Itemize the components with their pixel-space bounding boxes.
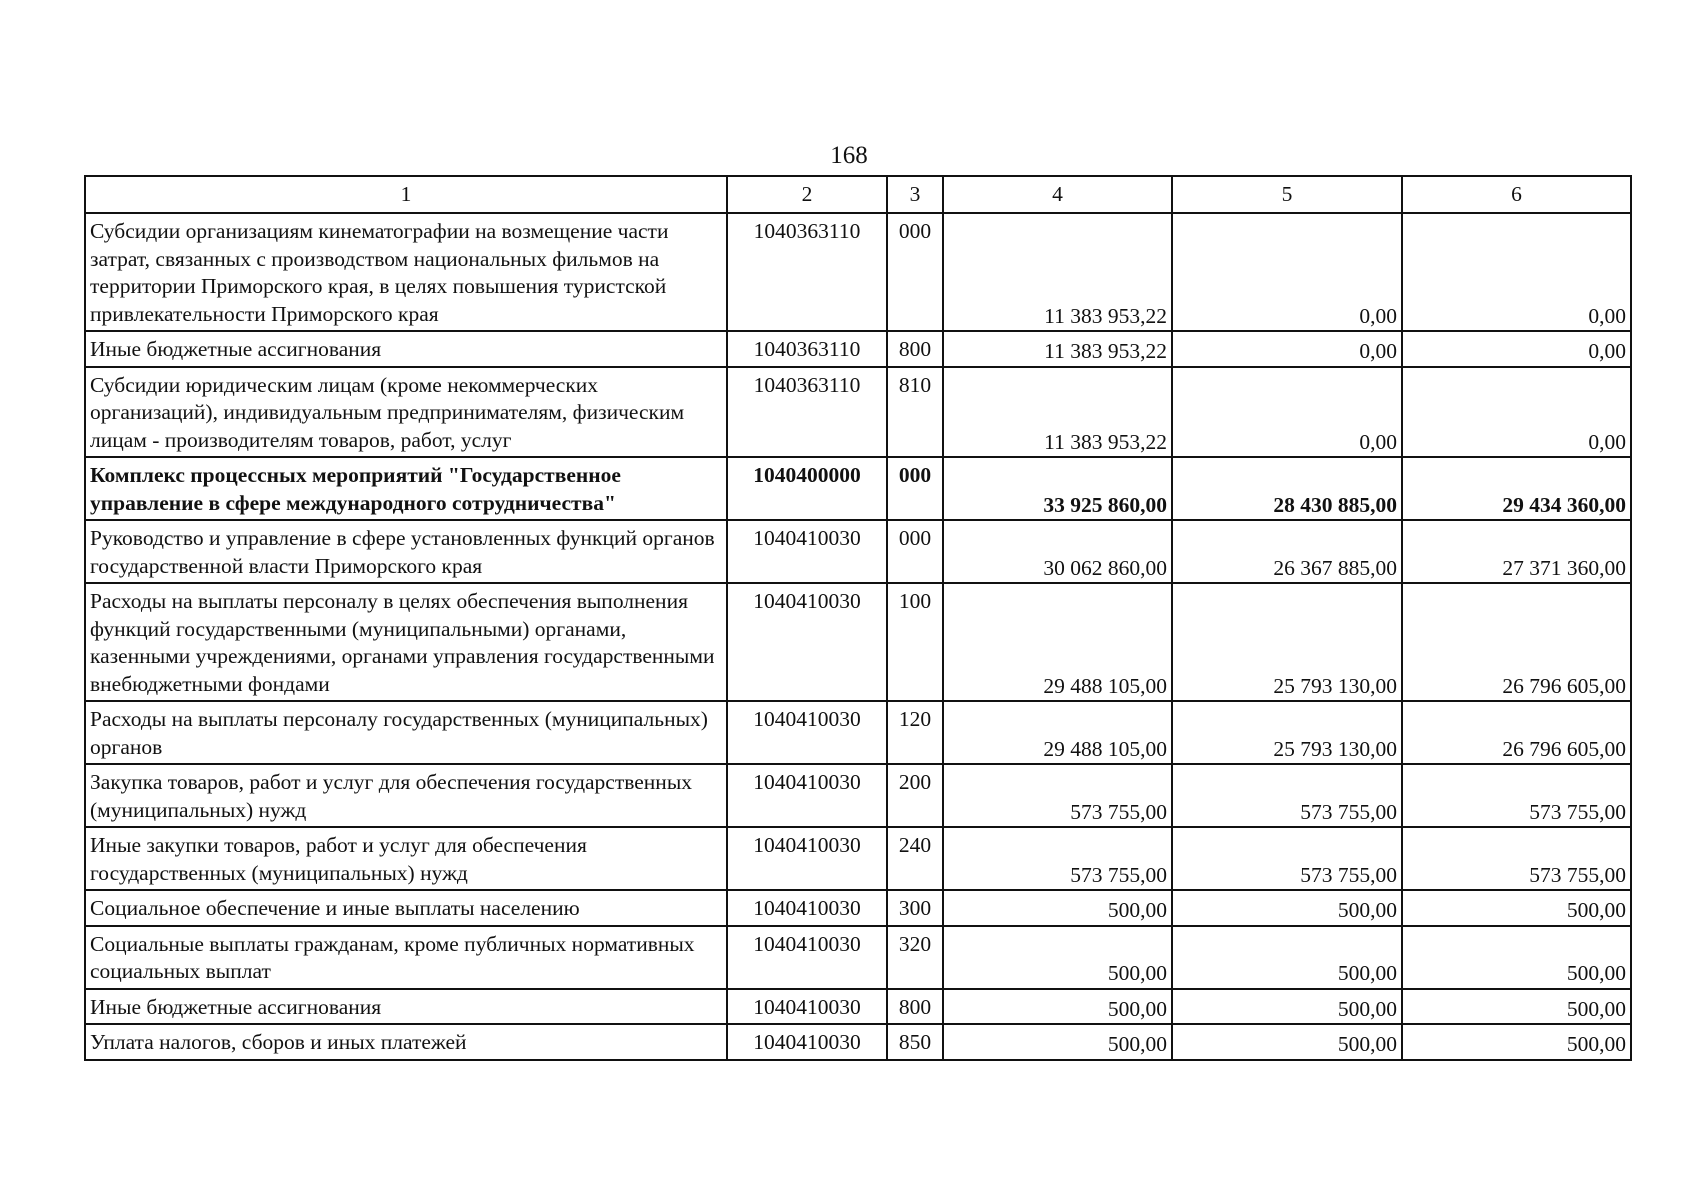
row-value-col5: 0,00 <box>1172 367 1402 458</box>
table-row <box>85 989 1631 1025</box>
column-header-1: 1 <box>85 176 727 213</box>
row-expense-type: 300 <box>887 890 943 926</box>
row-value-col5: 500,00 <box>1172 890 1402 926</box>
row-expense-type: 240 <box>887 827 943 890</box>
row-value-col4: 500,00 <box>943 1024 1172 1060</box>
row-value-col5: 500,00 <box>1172 1024 1402 1060</box>
row-expense-type: 000 <box>887 520 943 583</box>
row-name: Закупка товаров, работ и услуг для обеспечения государственных (муниципальных) нужд <box>85 764 727 827</box>
column-header-4: 4 <box>943 176 1172 213</box>
row-value-col5: 0,00 <box>1172 213 1402 331</box>
row-code: 1040410030 <box>727 926 887 989</box>
row-value-col5: 25 793 130,00 <box>1172 583 1402 701</box>
row-code: 1040410030 <box>727 989 887 1025</box>
row-name: Расходы на выплаты персоналу государственных (муниципальных) органов <box>85 701 727 764</box>
row-expense-type: 000 <box>887 457 943 520</box>
row-name: Руководство и управление в сфере установленных функций органов государственной власти Приморского края <box>85 520 727 583</box>
row-name: Уплата налогов, сборов и иных платежей <box>85 1024 727 1060</box>
row-value-col5: 573 755,00 <box>1172 764 1402 827</box>
table-row <box>85 1024 1631 1060</box>
row-value-col4: 11 383 953,22 <box>943 213 1172 331</box>
row-code: 1040410030 <box>727 827 887 890</box>
row-value-col6: 0,00 <box>1402 331 1631 367</box>
budget-table <box>84 175 1632 1061</box>
row-code: 1040363110 <box>727 331 887 367</box>
row-name: Иные бюджетные ассигнования <box>85 331 727 367</box>
row-value-col4: 29 488 105,00 <box>943 701 1172 764</box>
column-header-6: 6 <box>1402 176 1631 213</box>
row-code: 1040410030 <box>727 583 887 701</box>
row-value-col5: 25 793 130,00 <box>1172 701 1402 764</box>
row-value-col4: 500,00 <box>943 989 1172 1025</box>
table-row <box>85 926 1631 989</box>
column-header-2: 2 <box>727 176 887 213</box>
row-expense-type: 200 <box>887 764 943 827</box>
table-row <box>85 764 1631 827</box>
row-value-col4: 30 062 860,00 <box>943 520 1172 583</box>
table-row <box>85 583 1631 701</box>
row-code: 1040363110 <box>727 213 887 331</box>
row-value-col4: 11 383 953,22 <box>943 331 1172 367</box>
row-expense-type: 800 <box>887 331 943 367</box>
page-number: 168 <box>830 142 868 169</box>
table-row <box>85 520 1631 583</box>
row-expense-type: 120 <box>887 701 943 764</box>
row-value-col4: 500,00 <box>943 926 1172 989</box>
row-value-col6: 573 755,00 <box>1402 764 1631 827</box>
row-value-col5: 0,00 <box>1172 331 1402 367</box>
row-value-col6: 500,00 <box>1402 989 1631 1025</box>
row-value-col6: 573 755,00 <box>1402 827 1631 890</box>
row-value-col4: 29 488 105,00 <box>943 583 1172 701</box>
row-expense-type: 320 <box>887 926 943 989</box>
table-row <box>85 213 1631 331</box>
row-value-col5: 28 430 885,00 <box>1172 457 1402 520</box>
row-value-col6: 500,00 <box>1402 890 1631 926</box>
row-name: Социальные выплаты гражданам, кроме публичных нормативных социальных выплат <box>85 926 727 989</box>
table-row <box>85 701 1631 764</box>
row-code: 1040410030 <box>727 1024 887 1060</box>
row-value-col5: 26 367 885,00 <box>1172 520 1402 583</box>
row-name: Субсидии юридическим лицам (кроме некоммерческих организаций), индивидуальным предпринимателям, физическим лицам - производителям товаров, работ, услуг <box>85 367 727 458</box>
row-value-col6: 27 371 360,00 <box>1402 520 1631 583</box>
row-value-col4: 573 755,00 <box>943 827 1172 890</box>
row-value-col5: 500,00 <box>1172 926 1402 989</box>
row-code: 1040410030 <box>727 701 887 764</box>
row-expense-type: 800 <box>887 989 943 1025</box>
row-value-col6: 0,00 <box>1402 367 1631 458</box>
row-value-col4: 33 925 860,00 <box>943 457 1172 520</box>
row-value-col6: 500,00 <box>1402 926 1631 989</box>
row-value-col4: 500,00 <box>943 890 1172 926</box>
row-value-col4: 573 755,00 <box>943 764 1172 827</box>
table-row <box>85 331 1631 367</box>
table-row <box>85 890 1631 926</box>
row-code: 1040363110 <box>727 367 887 458</box>
table-row <box>85 367 1631 458</box>
row-name: Социальное обеспечение и иные выплаты населению <box>85 890 727 926</box>
row-value-col4: 11 383 953,22 <box>943 367 1172 458</box>
row-name: Комплекс процессных мероприятий "Государственное управление в сфере международного сотрудничества" <box>85 457 727 520</box>
row-value-col6: 0,00 <box>1402 213 1631 331</box>
column-header-5: 5 <box>1172 176 1402 213</box>
row-code: 1040410030 <box>727 764 887 827</box>
row-expense-type: 850 <box>887 1024 943 1060</box>
row-value-col5: 573 755,00 <box>1172 827 1402 890</box>
table-header-row <box>85 176 1631 213</box>
column-header-3: 3 <box>887 176 943 213</box>
row-code: 1040400000 <box>727 457 887 520</box>
row-expense-type: 810 <box>887 367 943 458</box>
row-name: Иные закупки товаров, работ и услуг для обеспечения государственных (муниципальных) нужд <box>85 827 727 890</box>
row-expense-type: 100 <box>887 583 943 701</box>
row-name: Расходы на выплаты персоналу в целях обеспечения выполнения функций государственными (муниципальными) органами, казенными учреждениями, органами управления государственными внебюджетными фондами <box>85 583 727 701</box>
row-name: Субсидии организациям кинематографии на возмещение части затрат, связанных с производством национальных фильмов на территории Приморского края, в целях повышения туристской привлекательности Приморского края <box>85 213 727 331</box>
row-value-col6: 29 434 360,00 <box>1402 457 1631 520</box>
row-value-col6: 500,00 <box>1402 1024 1631 1060</box>
row-name: Иные бюджетные ассигнования <box>85 989 727 1025</box>
table-row <box>85 827 1631 890</box>
row-expense-type: 000 <box>887 213 943 331</box>
table-row <box>85 457 1631 520</box>
row-value-col5: 500,00 <box>1172 989 1402 1025</box>
row-value-col6: 26 796 605,00 <box>1402 701 1631 764</box>
row-code: 1040410030 <box>727 890 887 926</box>
row-code: 1040410030 <box>727 520 887 583</box>
row-value-col6: 26 796 605,00 <box>1402 583 1631 701</box>
